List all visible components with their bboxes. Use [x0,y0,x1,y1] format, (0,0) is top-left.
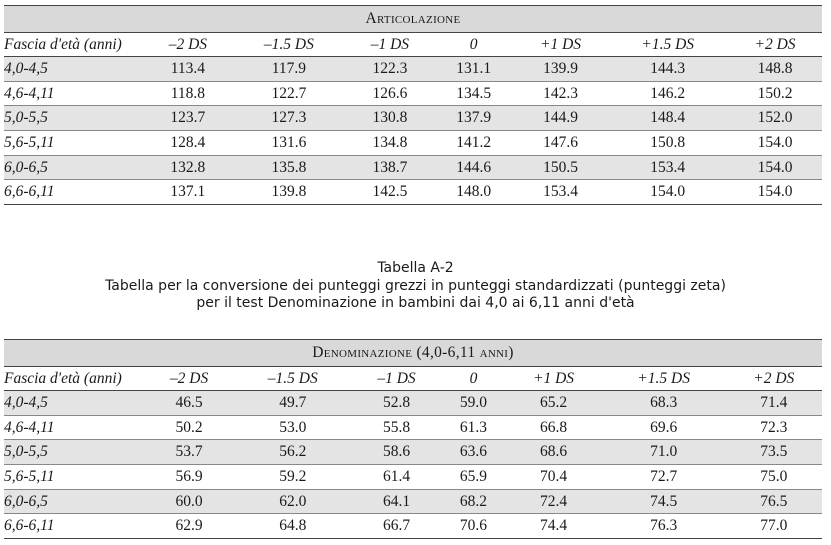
articolazione-table [4,5,822,205]
age-range-cell: 5,0-5,5 [4,106,144,131]
score-cell: 122.3 [346,57,434,82]
score-cell: 154.0 [728,180,822,205]
score-cell: 144.3 [607,57,728,82]
score-cell: 126.6 [346,81,434,106]
score-cell: 74.5 [602,489,726,514]
score-cell: 66.8 [505,415,601,440]
caption-line-1: Tabella per la conversione dei punteggi grezzi in punteggi standardizzati (punteggi zeta) [105,277,726,294]
score-cell: 153.4 [514,180,608,205]
score-cell: 139.8 [232,180,346,205]
score-cell: 72.4 [505,489,601,514]
score-cell: 135.8 [232,155,346,180]
score-cell: 150.8 [607,131,728,156]
score-cell: 60.0 [144,489,234,514]
score-cell: 144.6 [434,155,514,180]
score-cell: 131.6 [232,131,346,156]
score-cell: 76.3 [602,514,726,539]
score-cell: 122.7 [232,81,346,106]
score-cell: 65.9 [442,465,506,490]
score-cell: 55.8 [351,415,441,440]
score-cell: 49.7 [234,391,351,416]
col-header-minus2: –2 DS [144,367,234,391]
col-header-plus1-5: +1.5 DS [602,367,726,391]
score-cell: 150.2 [728,81,822,106]
score-cell: 137.1 [144,180,232,205]
score-cell: 75.0 [726,465,822,490]
score-cell: 73.5 [726,440,822,465]
table-row [4,440,822,465]
score-cell: 53.7 [144,440,234,465]
score-cell: 142.5 [346,180,434,205]
score-cell: 66.7 [351,514,441,539]
score-cell: 71.0 [602,440,726,465]
score-cell: 63.6 [442,440,506,465]
col-header-plus2: +2 DS [726,367,822,391]
score-cell: 59.2 [234,465,351,490]
score-cell: 152.0 [728,106,822,131]
table-row [4,131,822,156]
score-cell: 118.8 [144,81,232,106]
col-header-minus1-5: –1.5 DS [232,33,346,57]
header-row [4,33,822,57]
col-header-plus2: +2 DS [728,33,822,57]
col-header-age: Fascia d'età (anni) [4,33,144,57]
score-cell: 76.5 [726,489,822,514]
score-cell: 123.7 [144,106,232,131]
col-header-plus1: +1 DS [505,367,601,391]
score-cell: 127.3 [232,106,346,131]
col-header-minus1: –1 DS [346,33,434,57]
score-cell: 138.7 [346,155,434,180]
score-cell: 154.0 [607,180,728,205]
table-row [4,81,822,106]
score-cell: 153.4 [607,155,728,180]
table-row [4,106,822,131]
score-cell: 146.2 [607,81,728,106]
score-cell: 61.4 [351,465,441,490]
score-cell: 148.4 [607,106,728,131]
table-title: Articolazione [4,6,822,33]
score-cell: 65.2 [505,391,601,416]
score-cell: 56.2 [234,440,351,465]
table-row [4,155,822,180]
score-cell: 141.2 [434,131,514,156]
score-cell: 52.8 [351,391,441,416]
age-range-cell: 6,6-6,11 [4,180,144,205]
score-cell: 61.3 [442,415,506,440]
score-cell: 147.6 [514,131,608,156]
score-cell: 72.3 [726,415,822,440]
score-cell: 68.2 [442,489,506,514]
table-row [4,57,822,82]
col-header-zero: 0 [434,33,514,57]
score-cell: 77.0 [726,514,822,539]
col-header-minus2: –2 DS [144,33,232,57]
caption-label: Tabella A-2 [377,260,454,276]
score-cell: 59.0 [442,391,506,416]
score-cell: 69.6 [602,415,726,440]
table-row [4,465,822,490]
score-cell: 154.0 [728,131,822,156]
score-cell: 142.3 [514,81,608,106]
score-cell: 72.7 [602,465,726,490]
score-cell: 50.2 [144,415,234,440]
score-cell: 148.0 [434,180,514,205]
age-range-cell: 5,0-5,5 [4,440,144,465]
table-title: Denominazione (4,0-6,11 anni) [4,340,822,367]
age-range-cell: 4,0-4,5 [4,57,144,82]
score-cell: 62.9 [144,514,234,539]
caption-line-2: per il test Denominazione in bambini dai 4,0 ai 6,11 anni d'età [196,295,635,311]
score-cell: 46.5 [144,391,234,416]
age-range-cell: 5,6-5,11 [4,465,144,490]
table-row [4,180,822,205]
age-range-cell: 6,0-6,5 [4,155,144,180]
score-cell: 130.8 [346,106,434,131]
table-row [4,415,822,440]
score-cell: 70.6 [442,514,506,539]
score-cell: 71.4 [726,391,822,416]
score-cell: 58.6 [351,440,441,465]
score-cell: 154.0 [728,155,822,180]
col-header-minus1-5: –1.5 DS [234,367,351,391]
col-header-zero: 0 [442,367,506,391]
col-header-minus1: –1 DS [351,367,441,391]
score-cell: 150.5 [514,155,608,180]
score-cell: 134.5 [434,81,514,106]
table-row [4,391,822,416]
score-cell: 117.9 [232,57,346,82]
col-header-plus1: +1 DS [514,33,608,57]
score-cell: 70.4 [505,465,601,490]
table-caption [0,260,831,313]
age-range-cell: 6,0-6,5 [4,489,144,514]
score-cell: 131.1 [434,57,514,82]
denominazione-table [4,339,822,539]
table-row [4,514,822,539]
age-range-cell: 5,6-5,11 [4,131,144,156]
age-range-cell: 4,0-4,5 [4,391,144,416]
score-cell: 137.9 [434,106,514,131]
score-cell: 62.0 [234,489,351,514]
score-cell: 68.6 [505,440,601,465]
score-cell: 68.3 [602,391,726,416]
score-cell: 53.0 [234,415,351,440]
table-row [4,489,822,514]
col-header-age: Fascia d'età (anni) [4,367,144,391]
table-body [4,57,822,205]
header-row [4,367,822,391]
score-cell: 134.8 [346,131,434,156]
score-cell: 64.1 [351,489,441,514]
score-cell: 64.8 [234,514,351,539]
score-cell: 144.9 [514,106,608,131]
age-range-cell: 6,6-6,11 [4,514,144,539]
score-cell: 132.8 [144,155,232,180]
score-cell: 139.9 [514,57,608,82]
col-header-plus1-5: +1.5 DS [607,33,728,57]
score-cell: 74.4 [505,514,601,539]
age-range-cell: 4,6-4,11 [4,81,144,106]
age-range-cell: 4,6-4,11 [4,415,144,440]
score-cell: 56.9 [144,465,234,490]
score-cell: 148.8 [728,57,822,82]
table-body [4,391,822,539]
score-cell: 113.4 [144,57,232,82]
score-cell: 128.4 [144,131,232,156]
